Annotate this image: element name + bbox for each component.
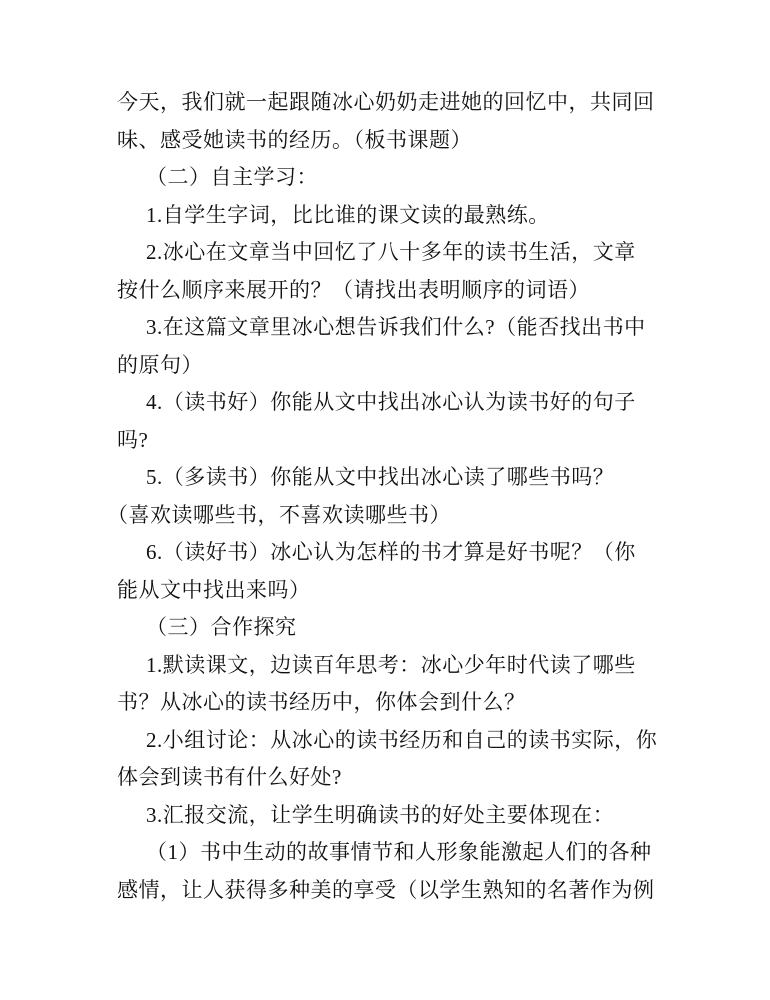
text-line: （二）自主学习： xyxy=(146,165,318,189)
text-line: 今天，我们就一起跟随冰心奶奶走进她的回忆中，共同回 xyxy=(117,90,655,114)
text-line: 3.在这篇文章里冰心想告诉我们什么?（能否找出书中 xyxy=(146,315,646,339)
text-line: 2.小组讨论：从冰心的读书经历和自己的读书实际，你 xyxy=(146,727,658,752)
text-line: 5.（多读书）你能从文中找出冰心读了哪些书吗？ xyxy=(146,465,615,489)
text-line: 1.自学生字词，比比谁的课文读的最熟练。 xyxy=(146,202,550,227)
text-line: 能从文中找出来吗） xyxy=(117,577,311,602)
text-body xyxy=(107,84,658,909)
text-line: （1）书中生动的故事情节和人形象能激起人们的各种 xyxy=(146,840,652,864)
text-line: 6.（读好书）冰心认为怎样的书才算是好书呢？（你 xyxy=(146,540,636,564)
text-line: （喜欢读哪些书，不喜欢读哪些书） xyxy=(107,502,451,527)
text-line: 按什么顺序来展开的？（请找出表明顺序的词语） xyxy=(117,277,590,302)
text-line: 味、感受她读书的经历。（板书课题） xyxy=(117,127,472,152)
text-line: 感情，让人获得多种美的享受（以学生熟知的名著作为例 xyxy=(117,877,655,902)
text-line: 书？从冰心的读书经历中，你体会到什么？ xyxy=(117,690,526,714)
text-line: 1.默读课文，边读百年思考：冰心少年时代读了哪些 xyxy=(146,652,636,677)
text-line: 的原句） xyxy=(117,352,203,377)
text-line: （三）合作探究 xyxy=(146,615,297,639)
text-line: 2.冰心在文章当中回忆了八十多年的读书生活，文章 xyxy=(146,240,636,264)
text-line: 3.汇报交流，让学生明确读书的好处主要体现在： xyxy=(146,802,615,827)
text-line: 4.（读书好）你能从文中找出冰心认为读书好的句子 xyxy=(146,390,636,414)
text-line: 体会到读书有什么好处? xyxy=(117,765,342,789)
text-line: 吗? xyxy=(117,427,149,452)
